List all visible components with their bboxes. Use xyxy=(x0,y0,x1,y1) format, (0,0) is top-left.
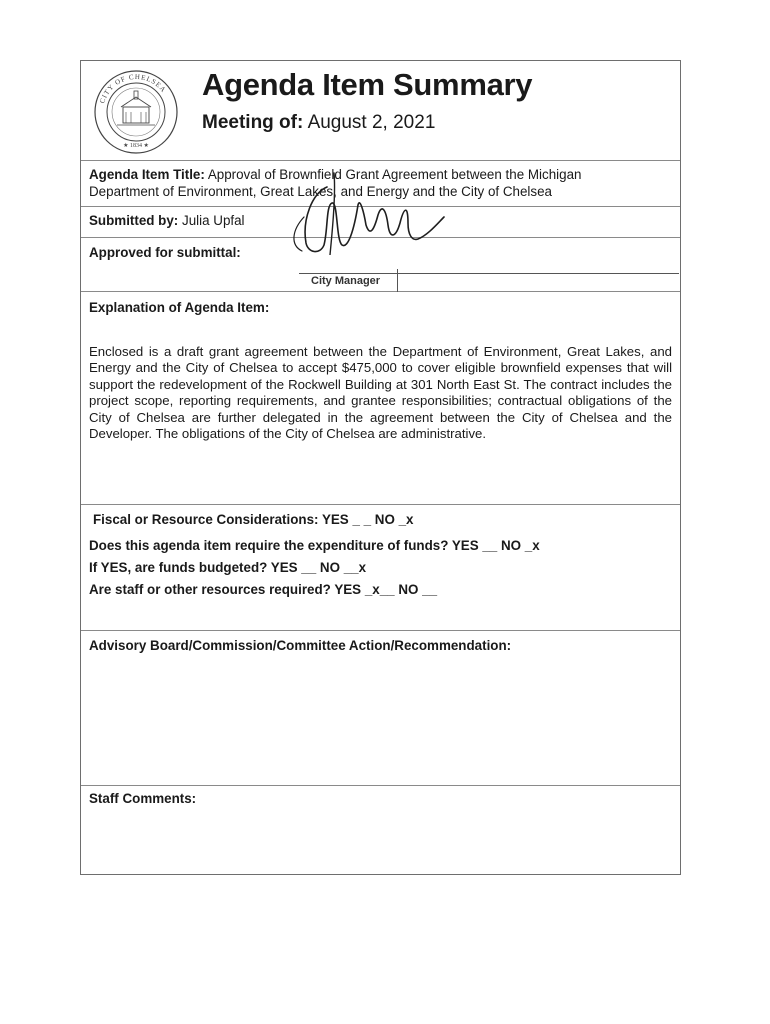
explanation-label: Explanation of Agenda Item: xyxy=(89,300,270,315)
page-title: Agenda Item Summary xyxy=(202,67,533,102)
advisory-section xyxy=(81,631,680,786)
explanation-section xyxy=(81,292,680,505)
meeting-line xyxy=(202,112,435,134)
staff-comments-label: Staff Comments: xyxy=(89,791,197,806)
staff-comments-section xyxy=(81,786,680,874)
meeting-label: Meeting of: xyxy=(202,112,304,133)
signature-divider xyxy=(397,269,398,292)
submitted-by-value: Julia Upfal xyxy=(182,213,245,228)
fiscal-considerations-line: Fiscal or Resource Considerations: YES _ _ NO _x xyxy=(93,512,414,527)
handwritten-signature xyxy=(232,145,532,255)
approved-label: Approved for submittal: xyxy=(89,245,241,260)
agenda-item-title-line1: Approval of Brownfield Grant Agreement between the Michigan xyxy=(207,167,582,182)
explanation-text: Enclosed is a draft grant agreement between the Department of Environment, Great Lakes, and Energy and the City of Chelsea to accept $475,000 to cover eligible brownfield expenses that will support the redevelopment of the Rockwell Building at 301 North East St. The contract includes the project scope, reporting requirements, and grantee responsibilities; contractual obligations of the City of Chelsea are further delegated in the agreement between the City of Chelsea and the Developer. The obligations of the City of Chelsea are administrative. xyxy=(89,344,672,442)
expenditure-question: Does this agenda item require the expenditure of funds? YES __ NO _x xyxy=(89,538,540,553)
agenda-item-title-label: Agenda Item Title: xyxy=(89,167,205,182)
funds-budgeted-question: If YES, are funds budgeted? YES __ NO __x xyxy=(89,560,367,575)
svg-text:★ 1834 ★: ★ 1834 ★ xyxy=(123,143,149,149)
svg-text:CITY OF CHELSEA: CITY OF CHELSEA xyxy=(98,72,168,105)
advisory-label: Advisory Board/Commission/Committee Action/Recommendation: xyxy=(89,638,512,653)
city-seal-logo xyxy=(93,69,179,155)
agenda-item-title-line2: Department of Environment, Great Lakes, and Energy and the City of Chelsea xyxy=(89,184,552,199)
staff-resources-question: Are staff or other resources required? YES _x__ NO __ xyxy=(89,582,438,597)
submitted-by-label: Submitted by: xyxy=(89,213,179,228)
fiscal-section xyxy=(81,505,680,631)
signature-line xyxy=(299,273,679,274)
city-manager-label: City Manager xyxy=(311,275,381,287)
meeting-date: August 2, 2021 xyxy=(307,112,436,133)
